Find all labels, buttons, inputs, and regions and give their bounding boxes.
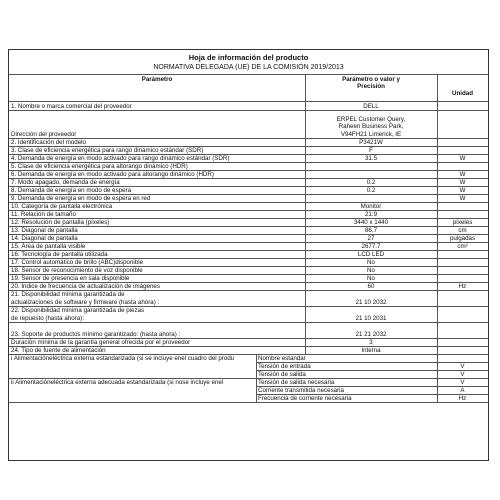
column-header-parameter: Parámetro — [141, 76, 173, 83]
row-label: 17. Control automático de brillo (ABC)disponible — [11, 258, 144, 266]
row-label: 14. Diagonal de pantalla — [11, 234, 78, 242]
row-label: 15. Área de pantalla visible — [11, 242, 86, 250]
ps-item-unit: V — [460, 370, 465, 378]
row-value: 21 10 2032 — [355, 298, 387, 306]
row-value: 21 21 2032 — [355, 330, 387, 338]
row-label: 5. Clase de eficiencia energética para altorango dinámico (HDR) — [11, 162, 188, 170]
row-value: 60 — [367, 282, 375, 290]
row-label: Dirección del proveedor — [11, 130, 77, 138]
row-unit — [437, 266, 488, 274]
row-label: 16. Tecnología de pantalla utilizada — [11, 250, 108, 258]
row-unit: W — [459, 186, 466, 194]
row-unit: W — [459, 178, 466, 186]
row-unit — [437, 274, 488, 282]
row-unit — [437, 202, 488, 210]
row-unit: pulgadas — [449, 234, 476, 242]
row-unit — [437, 346, 488, 354]
row-divider — [9, 74, 488, 75]
row-label: 9. Demanda de energía en modo de espera en red — [11, 194, 151, 202]
ps-block-label: i Alimentacióneléctrica externa estandarizada (si se incluye enel cuadro del produ — [11, 354, 235, 362]
column-divider — [305, 74, 306, 354]
column-divider — [437, 74, 438, 402]
row-label: 18. Sensor de reconocimiento de voz disponible — [11, 266, 143, 274]
row-unit: Hz — [458, 282, 467, 290]
row-label: 21. Disponibilidad mínima garantizada de actualizaciones de software y firmware (hasta ahora) : — [11, 291, 160, 306]
row-label: 24. Tipo de fuente de alimentación — [11, 346, 106, 354]
ps-item-unit: V — [460, 362, 465, 370]
row-label: Duración mínima de la garantía general ofrecida por el proveedor — [11, 338, 191, 346]
row-value: P3421W — [359, 138, 383, 146]
row-value: No — [367, 274, 375, 282]
row-value: 27 — [367, 234, 375, 242]
row-value — [305, 162, 437, 170]
row-unit — [437, 258, 488, 266]
row-label: 22. Disponibilidad mínima garantizada de piezas de repuesto (hasta ahora): — [11, 307, 145, 322]
row-label: 19. Sensor de presencia en sala disponible — [11, 274, 130, 282]
row-value: 3440 x 1440 — [353, 218, 389, 226]
row-unit — [437, 162, 488, 170]
ps-block-label: ii Alimentacióneléctrica externa adecuada estandarizada (si nose incluye enel — [11, 378, 224, 386]
row-value: 0.2 — [366, 186, 376, 194]
row-unit — [437, 250, 488, 258]
row-label: 2. Identificación del modelo — [11, 138, 86, 146]
row-unit — [437, 210, 488, 218]
ps-item-name: Tensión de salida — [258, 370, 306, 378]
row-value: 2677.7 — [361, 242, 381, 250]
column-header-value: Parámetro o valor y Precisión — [342, 76, 400, 91]
row-label: 6. Demanda de energía en modo activado para altorango dinámico (HDR) — [11, 170, 214, 178]
row-unit — [437, 322, 488, 338]
row-value — [305, 170, 437, 178]
row-label: 1. Nombre o marca comercial del proveedor — [11, 102, 132, 110]
ps-item-unit: V — [460, 378, 465, 386]
column-header-unit: Unidad — [452, 89, 473, 97]
row-label: 12. Resolución de pantalla (píxeles) — [11, 218, 110, 226]
row-value: ERPEL Customer Query, Raheen Business Park, V94FH21 Limerick, IE — [336, 115, 406, 138]
row-unit — [437, 290, 488, 306]
row-label: 8. Demanda de energía en modo de espera — [11, 186, 132, 194]
row-unit — [437, 338, 488, 346]
row-value: 86.7 — [364, 226, 378, 234]
row-value: Monitor — [360, 202, 382, 210]
row-label: 11. Relación de tamaño — [11, 210, 76, 218]
ps-item-unit: Hz — [458, 394, 467, 402]
ps-item-name: Nombre estandar — [258, 354, 306, 362]
row-label: 7. Modo apagado, demanda de energía — [11, 178, 120, 186]
row-value: F — [369, 146, 373, 154]
row-unit — [437, 101, 488, 110]
row-label: 23. Soporte de productos mínimo garantizado: (hasta ahora) : — [11, 330, 181, 338]
row-value: No — [367, 258, 375, 266]
ps-item-name: Tensión de entrada — [258, 362, 311, 370]
product-information-sheet — [8, 49, 489, 461]
ps-item-name: Tensión de salida necesaria — [258, 378, 335, 386]
row-value: 21 10 2031 — [355, 314, 387, 322]
row-divider — [9, 402, 488, 403]
ps-item-name: Frecuencia de corriente necesaria — [258, 394, 352, 402]
row-unit — [437, 146, 488, 154]
row-label: 10. Categoría de pantalla electrónica — [11, 202, 113, 210]
row-value: 0.2 — [366, 178, 376, 186]
ps-item-unit: A — [460, 386, 465, 394]
row-value — [305, 194, 437, 202]
row-unit — [437, 138, 488, 146]
row-value: Interna — [361, 346, 381, 354]
row-value: 21:9 — [364, 210, 378, 218]
row-label: 4. Demanda de energía en modo activado para rango dinámico estándar (SDR) — [11, 154, 230, 162]
row-value: LCD LED — [357, 250, 385, 258]
sheet-subtitle: NORMATIVA DELEGADA (UE) DE LA COMISIÓN 2019/2013 — [153, 64, 344, 71]
ps-item-unit — [437, 354, 488, 362]
ps-item-name: Corriente transmitida necesaria — [258, 386, 344, 394]
row-value: 31.5 — [364, 154, 378, 162]
column-divider — [256, 354, 257, 402]
row-unit: cm — [458, 226, 467, 234]
row-value: 3 — [369, 338, 373, 346]
row-unit: W — [459, 170, 466, 178]
row-unit: W — [459, 154, 466, 162]
row-unit: píxeles — [452, 218, 473, 226]
row-value: No — [367, 266, 375, 274]
row-unit: cm² — [457, 242, 468, 250]
row-unit — [437, 110, 488, 138]
row-label: 3. Clase de eficiencia energética para rango dinámico estándar (SDR) — [11, 146, 204, 154]
row-label: 13. Diagonal de pantalla — [11, 226, 78, 234]
row-unit: W — [459, 194, 466, 202]
row-label: 20. Índice de frecuencia de actualización de imágenes — [11, 282, 160, 290]
row-value: DELL — [363, 102, 379, 110]
row-unit — [437, 306, 488, 322]
sheet-title: Hoja de información del producto — [188, 53, 309, 62]
